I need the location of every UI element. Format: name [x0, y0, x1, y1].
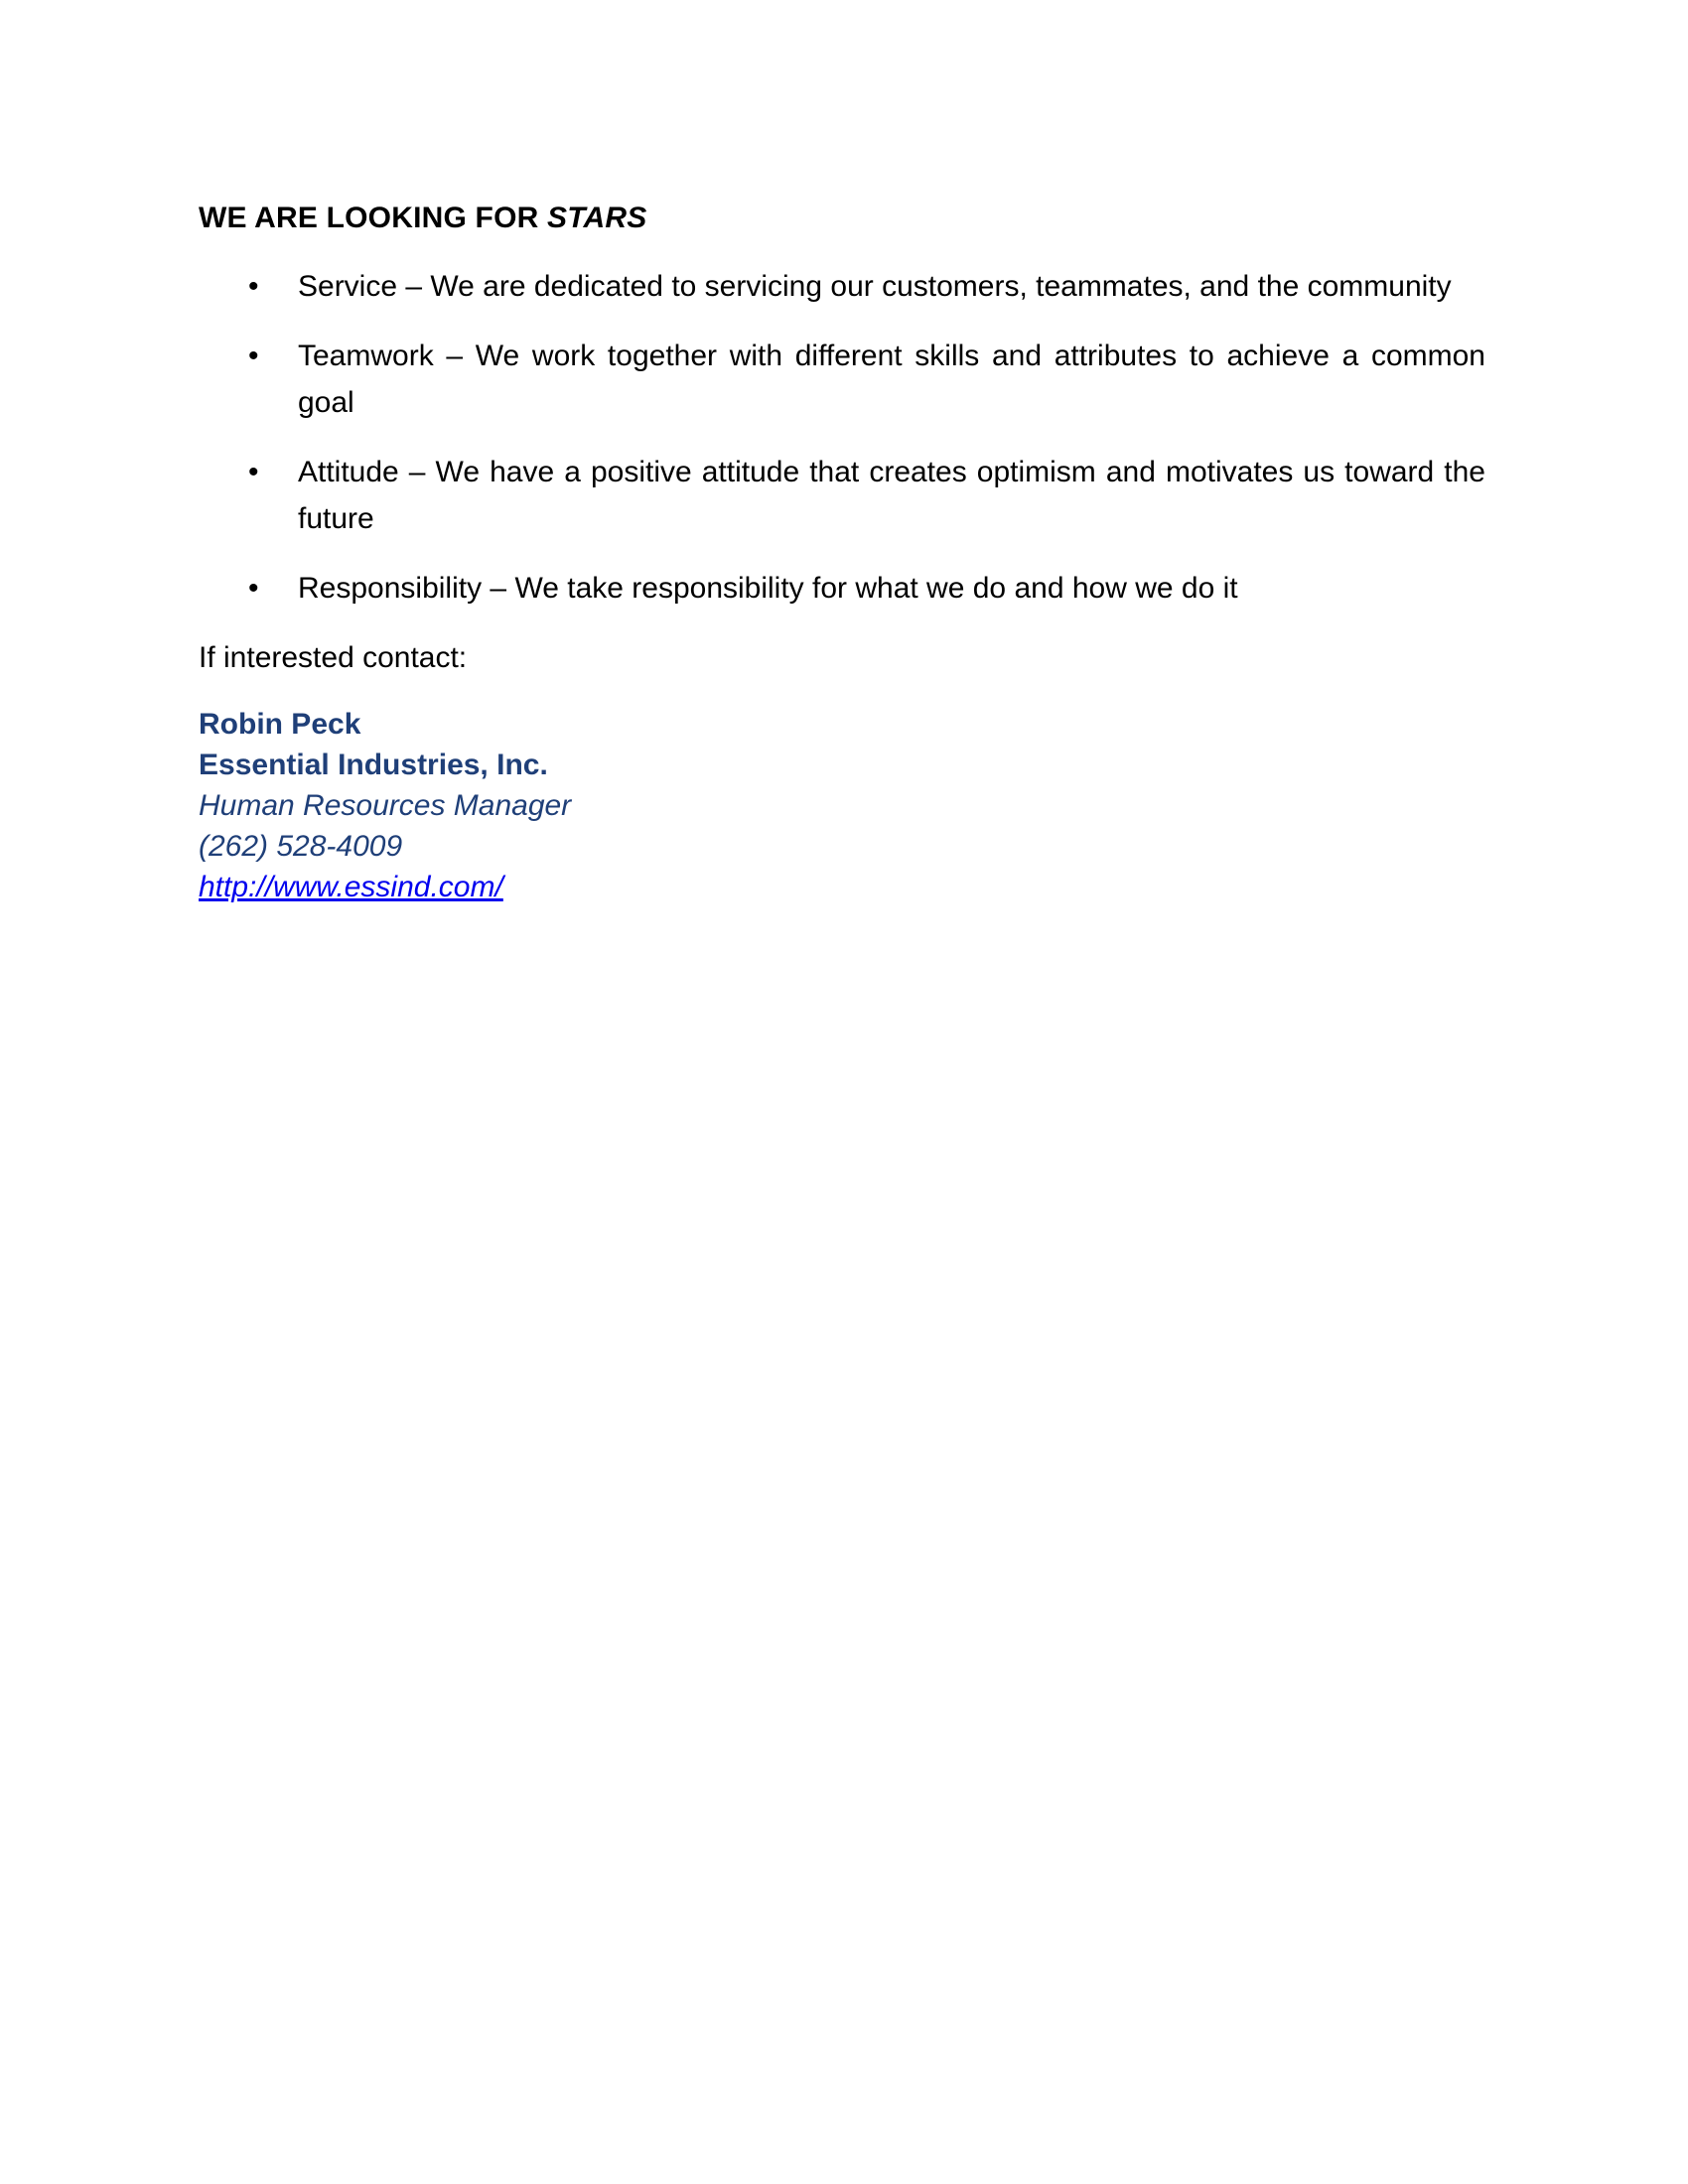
bullet-icon: • [248, 340, 259, 372]
list-item-teamwork [199, 333, 1485, 426]
bullet-icon: • [248, 572, 259, 605]
contact-phone: (262) 528-4009 [199, 830, 403, 863]
heading-emphasis: STARS [547, 202, 647, 234]
contact-signature [199, 704, 1485, 907]
list-item-service [199, 263, 1485, 310]
heading-prefix: WE ARE LOOKING FOR [199, 202, 548, 234]
list-item-text: Attitude – We have a positive attitude that creates optimism and motivates us toward the future [298, 456, 1485, 535]
list-item-responsibility [199, 565, 1485, 612]
page-heading [199, 197, 1485, 240]
values-list [199, 263, 1485, 612]
bullet-icon: • [248, 456, 259, 488]
list-item-text: Service – We are dedicated to servicing our customers, teammates, and the community [298, 270, 1452, 303]
contact-name: Robin Peck [199, 708, 361, 741]
list-item-attitude [199, 449, 1485, 542]
list-item-text: Teamwork – We work together with different skills and attributes to achieve a common goal [298, 340, 1485, 419]
list-item-text: Responsibility – We take responsibility for what we do and how we do it [298, 572, 1238, 605]
website-link[interactable]: http://www.essind.com/ [199, 871, 503, 903]
contact-intro: If interested contact: [199, 641, 468, 674]
contact-title: Human Resources Manager [199, 789, 572, 822]
bullet-icon: • [248, 270, 259, 303]
document-page [199, 197, 1485, 907]
contact-company: Essential Industries, Inc. [199, 749, 548, 781]
